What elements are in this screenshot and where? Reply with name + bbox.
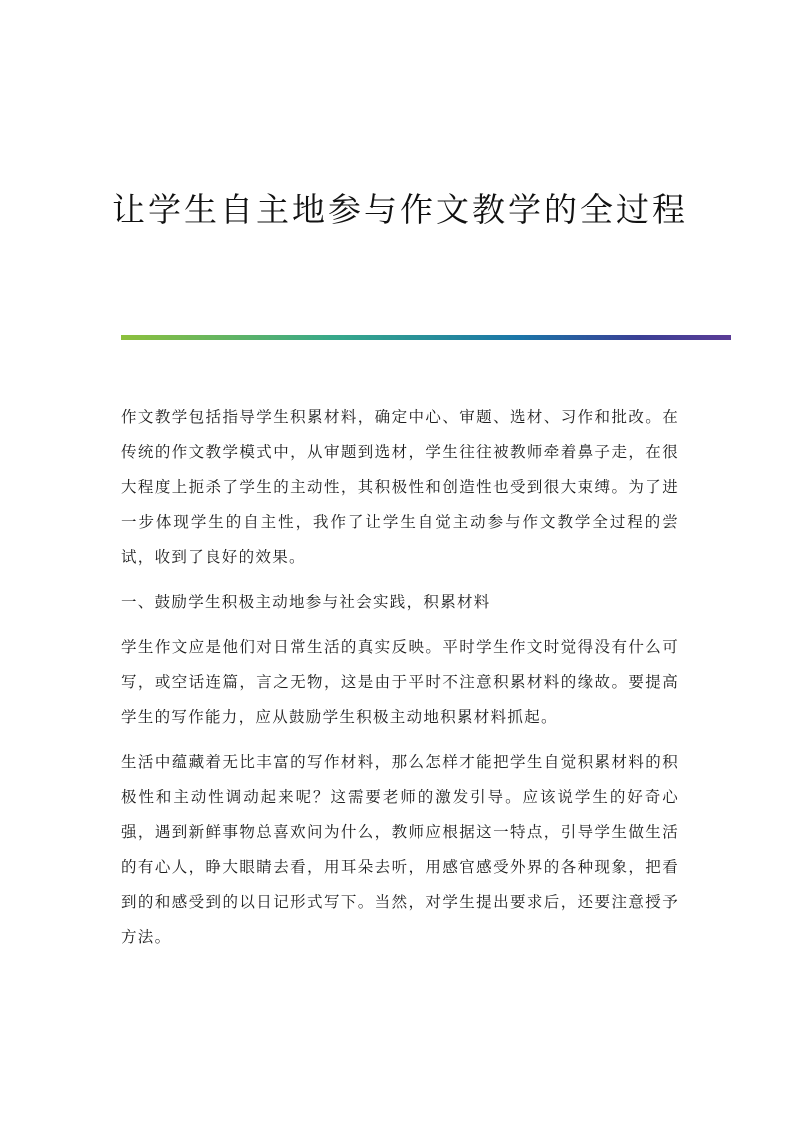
paragraph-3: 生活中蕴藏着无比丰富的写作材料，那么怎样才能把学生自觉积累材料的积极性和主动性调动起来呢？这需要老师的激发引导。应该说学生的好奇心强，遇到新鲜事物总喜欢问为什么，教师应根据这一特点，引导学生做生活的有心人，睁大眼睛去看，用耳朵去听，用感官感受外界的各种现象，把看到的和感受到的以日记形式写下。当然，对学生提出要求后，还要注意授予方法。 (121, 753, 679, 946)
document-title: 让学生自主地参与作文教学的全过程 (112, 190, 688, 229)
title-divider (121, 335, 731, 340)
paragraph-2: 学生作文应是他们对日常生活的真实反映。平时学生作文时觉得没有什么可写，或空话连篇，言之无物，这是由于平时不注意积累材料的缘故。要提高学生的写作能力，应从鼓励学生积极主动地积累材料抓起。 (121, 638, 679, 726)
paragraph-intro: 作文教学包括指导学生积累材料，确定中心、审题、选材、习作和批改。在传统的作文教学模式中，从审题到选材，学生往往被教师牵着鼻子走，在很大程度上扼杀了学生的主动性，其积极性和创造性也受到很大束缚。为了进一步体现学生的自主性，我作了让学生自觉主动参与作文教学全过程的尝试，收到了良好的效果。 (121, 408, 679, 566)
document-body (121, 400, 679, 965)
section-heading-1: 一、鼓励学生积极主动地参与社会实践，积累材料 (121, 593, 491, 611)
